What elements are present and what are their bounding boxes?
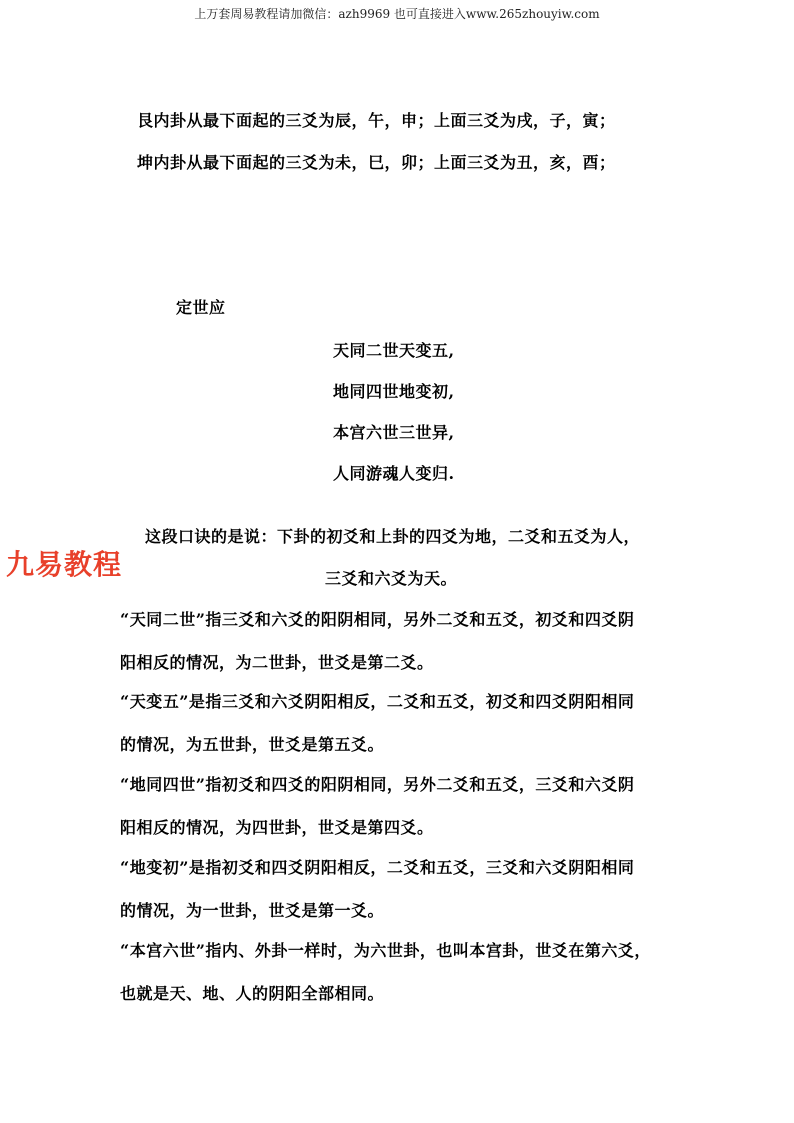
paragraph-line-10: 也就是天、地、人的阴阳全部相同。 [120, 984, 385, 1003]
verse-line-3: 本宫六世三世异, [333, 423, 455, 442]
paragraph-line-6: 阳相反的情况，为四世卦，世爻是第四爻。 [120, 818, 434, 837]
paragraph-line-3: “天变五”是指三爻和六爻阴阳相反，二爻和五爻，初爻和四爻阴阳相同 [120, 692, 635, 711]
explain-line-1: 这段口诀的是说：下卦的初爻和上卦的四爻为地，二爻和五爻为人， [145, 527, 641, 546]
page-header: 上万套周易教程请加微信：azh9969 也可直接进入www.265zhouyiw.com [194, 7, 600, 21]
paragraph-line-1: “天同二世”指三爻和六爻的阳阴相同，另外二爻和五爻，初爻和四爻阴 [120, 610, 635, 629]
paragraph-line-8: 的情况，为一世卦，世爻是第一爻。 [120, 901, 385, 920]
paragraph-line-9: “本宫六世”指内、外卦一样时，为六世卦，也叫本宫卦，世爻在第六爻， [120, 941, 651, 960]
explain-line-2: 三爻和六爻为天。 [325, 569, 458, 588]
section-title: 定世应 [176, 298, 226, 317]
paragraph-line-4: 的情况，为五世卦，世爻是第五爻。 [120, 735, 385, 754]
intro-line-2: 坤内卦从最下面起的三爻为未，巳，卯；上面三爻为丑，亥，酉； [137, 153, 616, 172]
verse-line-1: 天同二世天变五, [333, 341, 455, 360]
watermark-logo: 九易教程 [6, 548, 123, 581]
verse-line-2: 地同四世地变初, [333, 382, 455, 401]
paragraph-line-2: 阳相反的情况，为二世卦，世爻是第二爻。 [120, 653, 434, 672]
intro-line-1: 艮内卦从最下面起的三爻为辰，午，申；上面三爻为戌，子，寅； [137, 111, 616, 130]
paragraph-line-7: “地变初”是指初爻和四爻阴阳相反，二爻和五爻，三爻和六爻阴阳相同 [120, 858, 635, 877]
paragraph-line-5: “地同四世”指初爻和四爻的阳阴相同，另外二爻和五爻，三爻和六爻阴 [120, 775, 635, 794]
verse-line-4: 人同游魂人变归. [333, 464, 455, 483]
